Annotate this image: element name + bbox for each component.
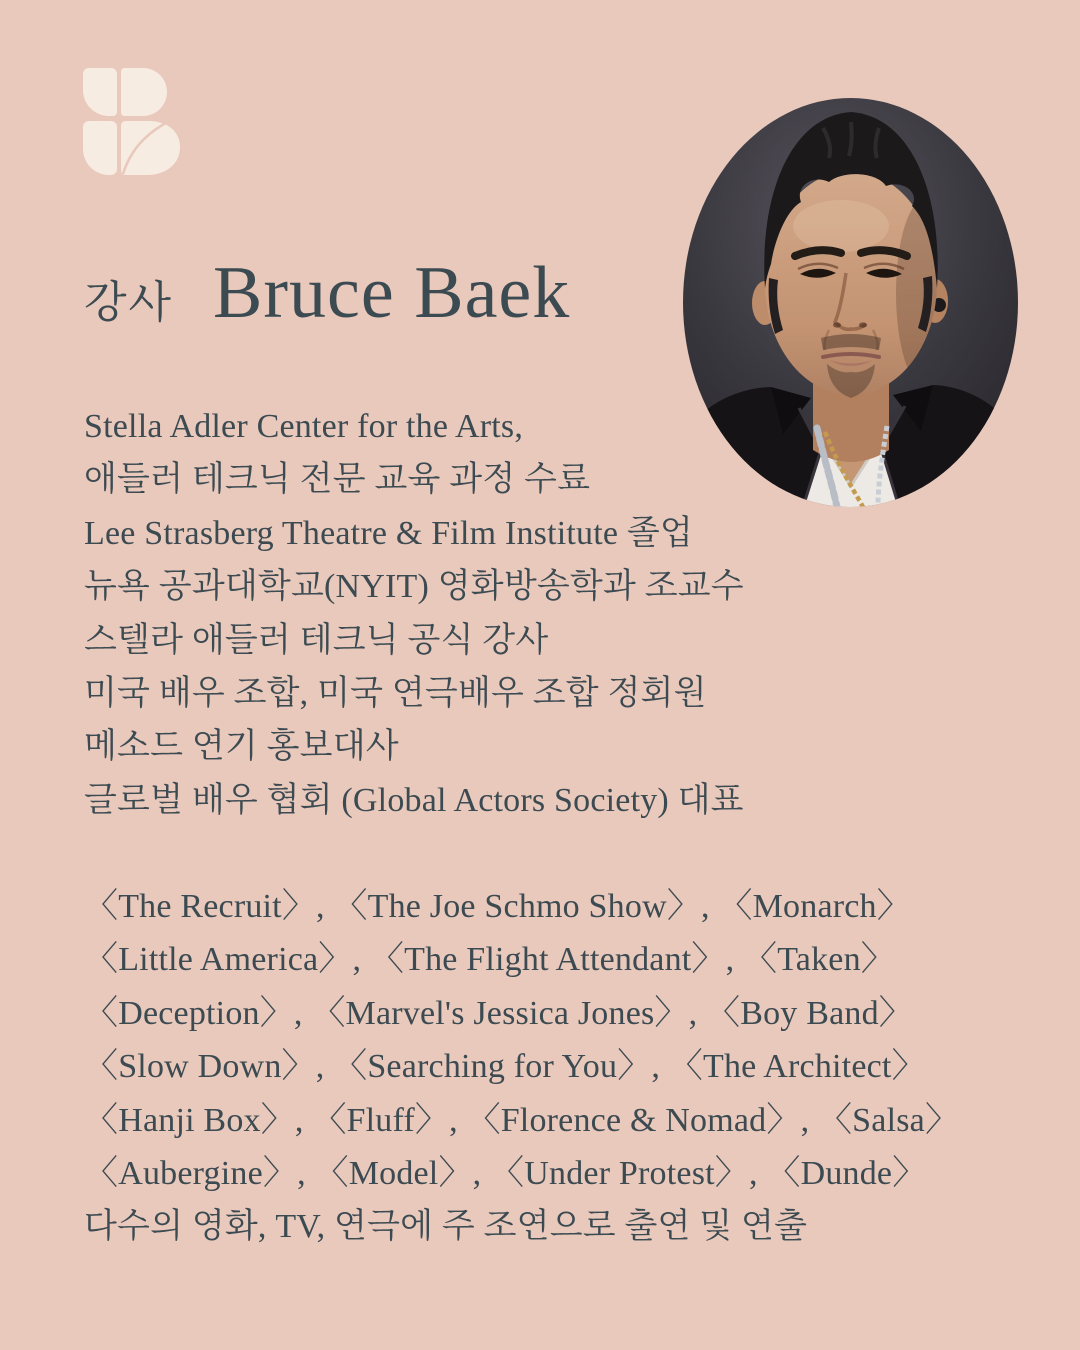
- credential-line: 뉴욕 공과대학교(NYIT) 영화방송학과 조교수: [84, 568, 744, 606]
- filmography-line: 〈Deception〉, 〈Marvel's Jessica Jones〉, 〈Boy Band〉: [84, 994, 913, 1032]
- logo-petal-top-left: [83, 68, 117, 116]
- filmography-line: 〈The Recruit〉, 〈The Joe Schmo Show〉, 〈Monarch〉: [84, 888, 911, 925]
- credential-line: 스텔라 애들러 테크닉 공식 강사: [84, 621, 549, 659]
- instructor-name: Bruce Baek: [213, 252, 571, 334]
- logo-petal-bottom-left: [83, 121, 117, 175]
- credential-line: 메소드 연기 홍보대사: [84, 728, 399, 766]
- filmography-line: 다수의 영화, TV, 연극에 주 조연으로 출연 및 연출: [84, 1208, 808, 1246]
- credential-line: Stella Adler Center for the Arts,: [84, 408, 524, 445]
- credential-line: 글로벌 배우 협회 (Global Actors Society) 대표: [84, 781, 744, 819]
- role-label: 강사: [84, 278, 174, 327]
- credential-line: 애들러 테크닉 전문 교육 과정 수료: [84, 461, 591, 499]
- filmography-line: 〈Hanji Box〉, 〈Fluff〉, 〈Florence & Nomad〉, 〈Salsa〉: [84, 1101, 960, 1139]
- credential-line: 미국 배우 조합, 미국 연극배우 조합 정회원: [84, 675, 707, 713]
- logo-petal-top-right: [121, 68, 167, 116]
- page-title: [84, 253, 570, 343]
- filmography-line: 〈Slow Down〉, 〈Searching for You〉, 〈The Architect〉: [84, 1048, 926, 1086]
- credentials-list: [84, 400, 744, 827]
- brand-b-logo: [83, 68, 180, 175]
- filmography-list: [84, 880, 959, 1254]
- credential-line: Lee Strasberg Theatre & Film Institute 졸업: [84, 514, 693, 552]
- filmography-line: 〈Little America〉, 〈The Flight Attendant〉, 〈Taken〉: [84, 941, 895, 979]
- filmography-line: 〈Aubergine〉, 〈Model〉, 〈Under Protest〉, 〈Dunde〉: [84, 1155, 927, 1193]
- logo-leaf-icon: [121, 121, 180, 175]
